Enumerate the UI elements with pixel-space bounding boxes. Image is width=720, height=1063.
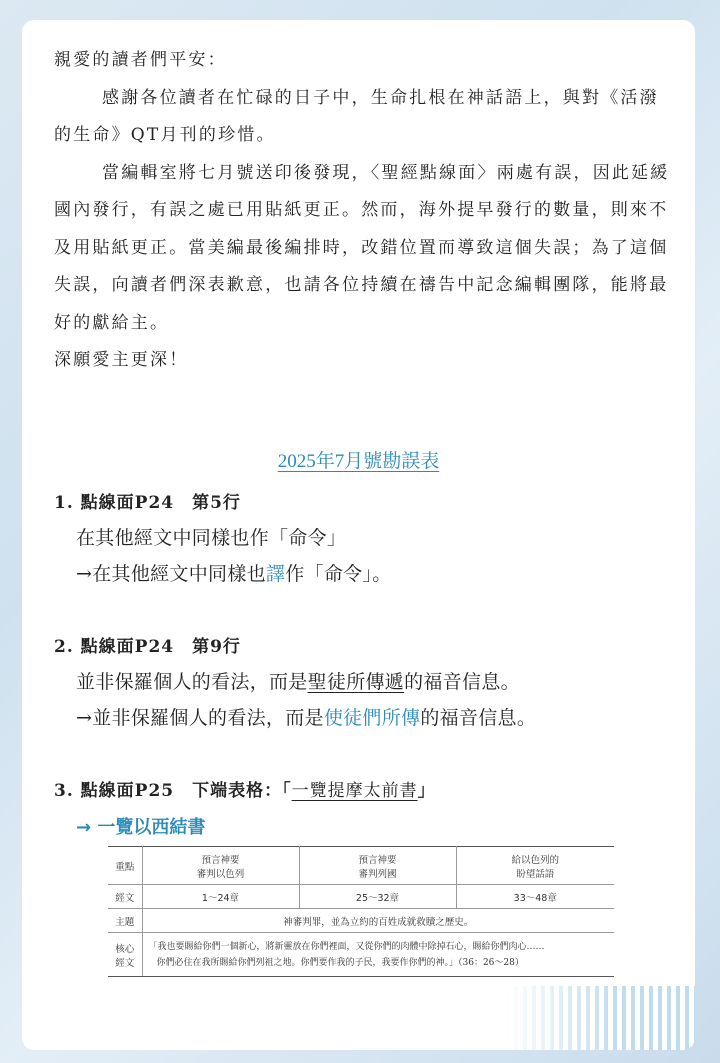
errata-item-1-original: 在其他經文中同樣也作「命令」 (76, 527, 347, 549)
errata-item-2-corrected: →並非保羅個人的看法，而是使徒們所傳的福音信息。 (76, 707, 537, 729)
errata-item-1-corrected: →在其他經文中同樣也譯作「命令」。 (76, 563, 392, 585)
letter (54, 42, 674, 380)
highlight-text: 譯 (265, 563, 286, 585)
focus-cell-2: 預言神要 審判列國 (299, 847, 456, 885)
row-label-chapters: 經文 (108, 885, 142, 909)
chapter-cell-3: 33～48章 (456, 885, 614, 909)
letter-paragraph-2: 當編輯室將七月號送印後發現，〈聖經點線面〉兩處有誤，因此延緩國內發行，有誤之處已用貼紙更正。然而，海外提早發行的數量，則來不及用貼紙更正。當美編最後編排時，改錯位置而導致這個失誤；為了這個失誤，向讀者們深表歉意，也請各位持續在禱告中記念編輯團隊，能將最好的獻給主。 (54, 162, 670, 333)
underlined-text: 一覽提摩太前書 (291, 781, 418, 801)
focus-cell-1: 預言神要 審判以色列 (142, 847, 299, 885)
underlined-text: 聖徒所傳遞 (307, 671, 405, 693)
letter-greeting: 親愛的讀者們平安： (54, 50, 227, 70)
row-label-key-verse: 核心 經文 (108, 933, 142, 977)
row-label-theme: 主題 (108, 909, 142, 933)
ezekiel-overview-table (108, 846, 614, 977)
theme-cell: 神審判罪，並為立約的百姓成就救贖之歷史。 (142, 909, 614, 933)
letter-paragraph-1: 感謝各位讀者在忙碌的日子中，生命扎根在神話語上，與對《活潑的生命》QT月刊的珍惜。 (54, 87, 659, 145)
highlight-text: 使徒們所傳 (323, 707, 421, 729)
focus-cell-3: 給以色列的 盼望話語 (456, 847, 614, 885)
errata-item-3-title: 3. 點線面P25 下端表格：「一覽提摩太前書」 (54, 781, 436, 801)
decorative-stripes (505, 986, 695, 1050)
letter-closing: 深願愛主更深！ (54, 350, 189, 370)
errata-item-3-corrected: → 一覽以西結書 (76, 817, 206, 838)
chapter-cell-2: 25～32章 (299, 885, 456, 909)
row-label-focus: 重點 (108, 847, 142, 885)
errata-item-2-original: 並非保羅個人的看法，而是聖徒所傳遞的福音信息。 (76, 671, 520, 693)
errata-item-2-title: 2. 點線面P24 第9行 (54, 637, 241, 657)
errata-item-1-title: 1. 點線面P24 第5行 (54, 493, 241, 513)
content-card (22, 20, 695, 1050)
chapter-cell-1: 1～24章 (142, 885, 299, 909)
errata-heading: 2025年7月號勘誤表 (277, 451, 440, 472)
key-verse-cell: 「我也要賜給你們一個新心，將新靈放在你們裡面，又從你們的肉體中除掉石心，賜給你們肉心…… 你們必住在我所賜給你們列祖之地。你們要作我的子民，我要作你們的神。」（36：26～28） (142, 933, 614, 977)
